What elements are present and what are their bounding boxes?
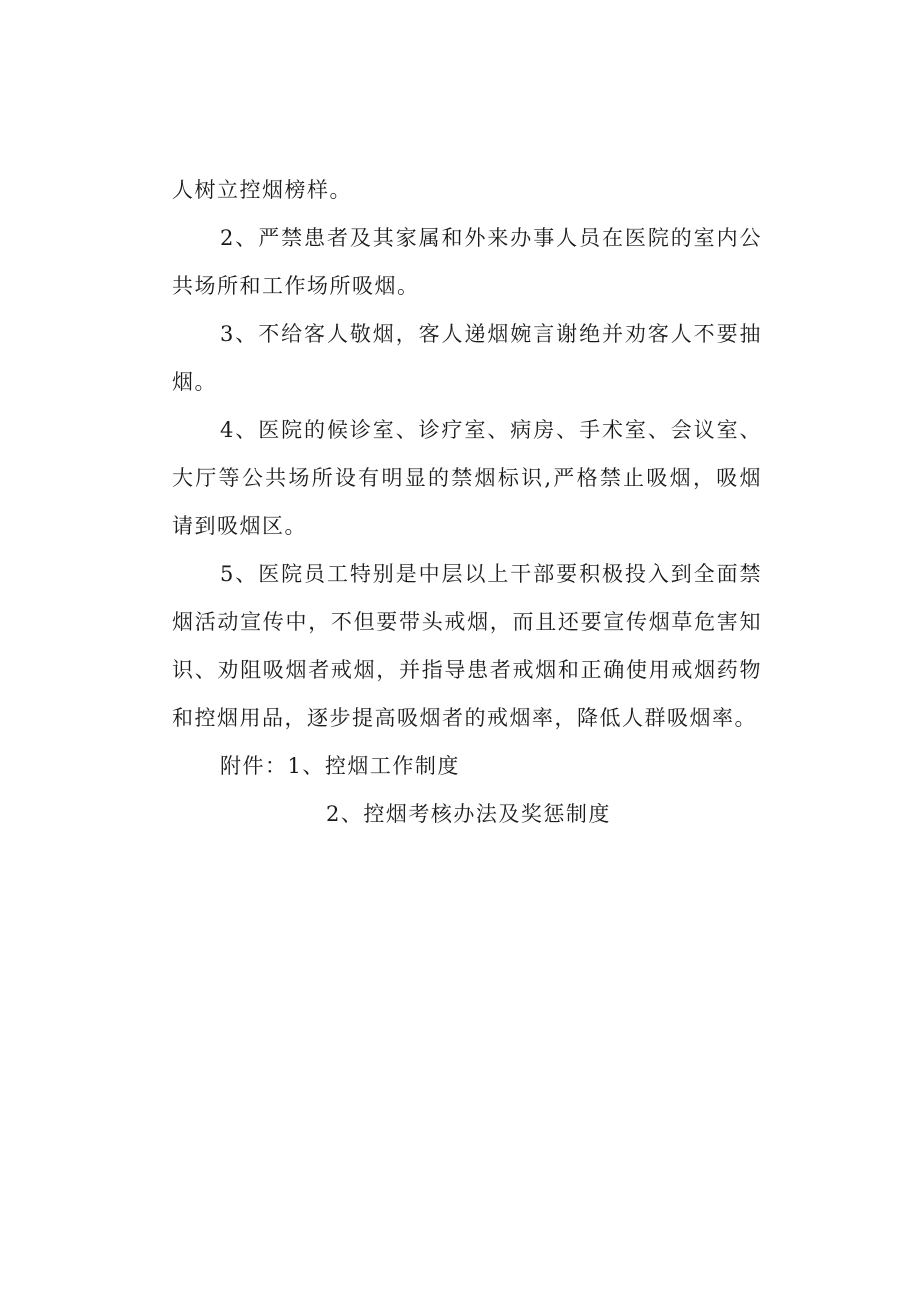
- paragraph-item-5: 5、医院员工特别是中层以上干部要积极投入到全面禁烟活动宣传中，不但要带头戒烟，而且还要宣传烟草危害知识、劝阻吸烟者戒烟，并指导患者戒烟和正确使用戒烟药物和控烟用品，逐步提高吸烟者的戒烟率，降低人群吸烟率。: [172, 562, 762, 730]
- attachment-line-2: 2、控烟考核办法及奖惩制度: [326, 802, 611, 826]
- attachment-line-1: 附件：1、控烟工作制度: [220, 754, 460, 778]
- paragraph-item-4: 4、医院的候诊室、诊疗室、病房、手术室、会议室、大厅等公共场所设有明显的禁烟标识,严格禁止吸烟，吸烟请到吸烟区。: [172, 418, 762, 538]
- paragraph-continuation: 人树立控烟榜样。: [172, 178, 352, 202]
- paragraph-item-3: 3、不给客人敬烟，客人递烟婉言谢绝并劝客人不要抽烟。: [172, 322, 762, 394]
- document-body: [172, 166, 762, 838]
- paragraph-item-2: 2、严禁患者及其家属和外来办事人员在医院的室内公共场所和工作场所吸烟。: [172, 226, 762, 298]
